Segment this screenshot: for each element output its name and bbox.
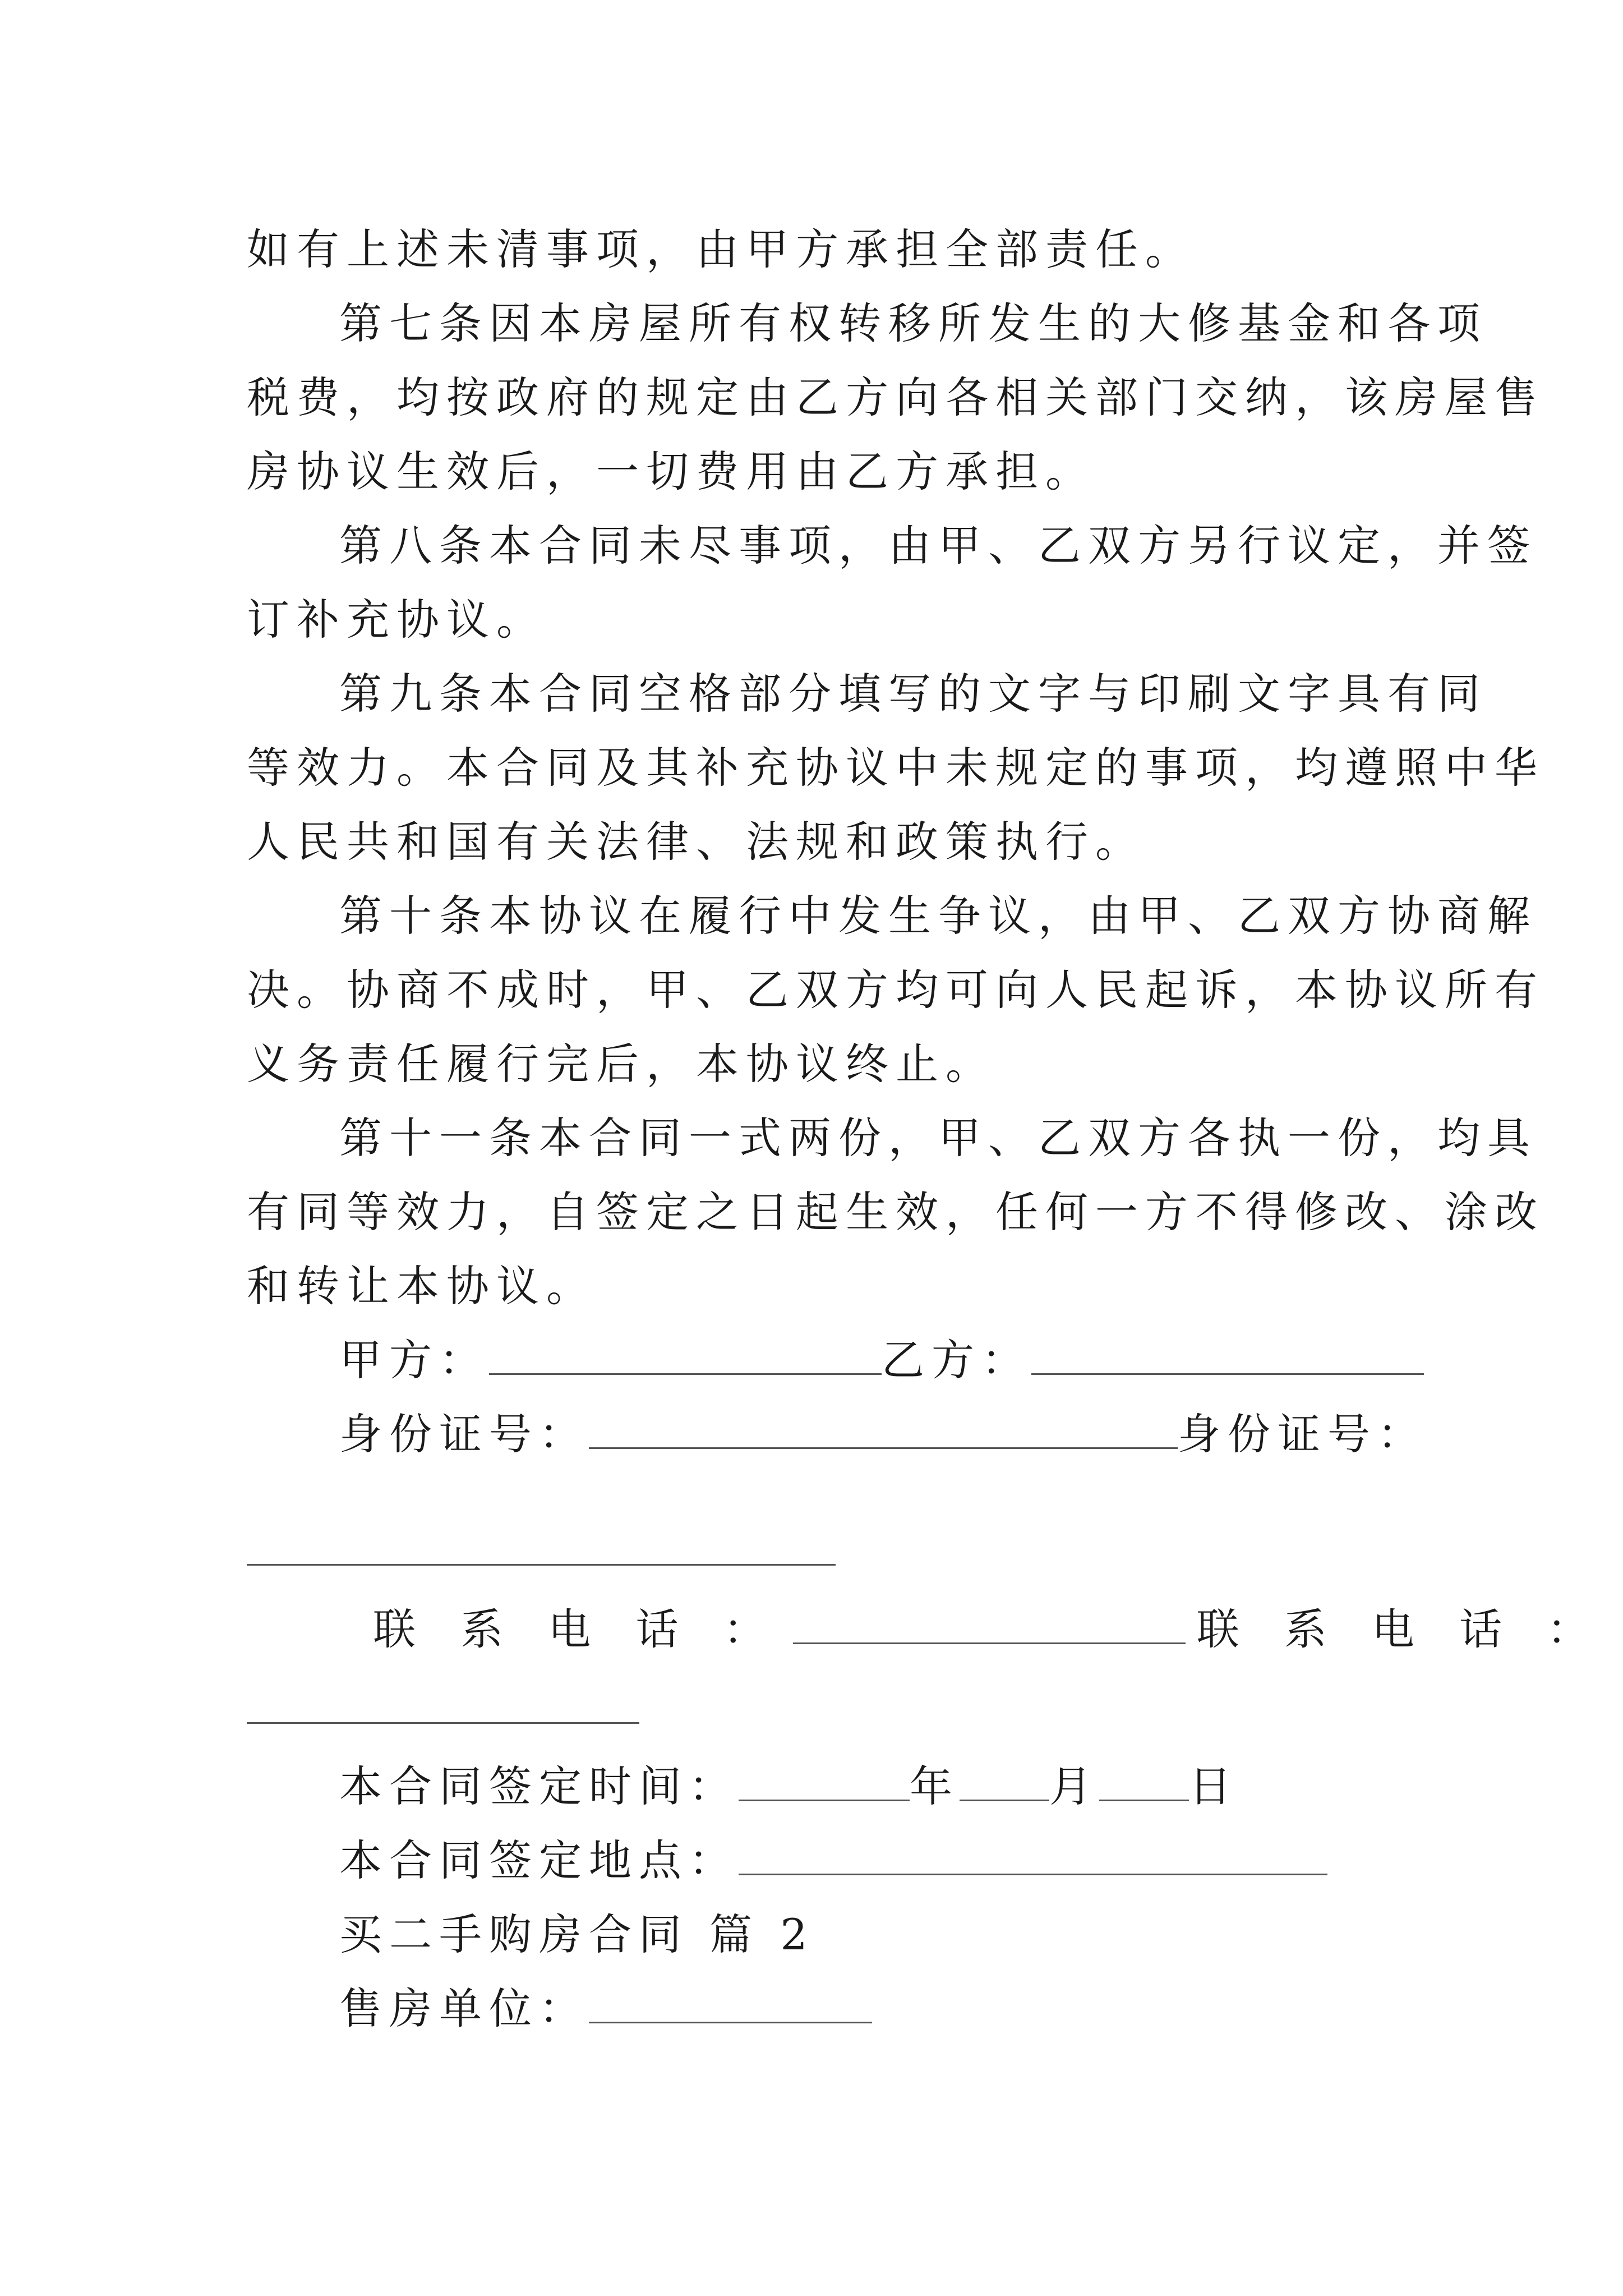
paragraph-line: 税费，均按政府的规定由乙方向各相关部门交纳，该房屋售 [247,372,1544,422]
phone-b-blank[interactable] [247,1722,639,1724]
paragraph-line: 和转让本协议。 [247,1261,596,1311]
paragraph-line: 第九条本合同空格部分填写的文字与印刷文字具有同 [339,669,1487,719]
seller-line [339,1984,1391,2034]
paragraph-line: 订补充协议。 [247,595,546,645]
phone-a-blank[interactable] [793,1609,1186,1644]
sign-time-line [339,1761,1391,1812]
paragraph-line: 义务责任履行完后，本协议终止。 [247,1039,995,1089]
sign-place-blank[interactable] [739,1840,1327,1875]
party-a-blank[interactable] [489,1340,882,1375]
id-label-a: 身份证号： [339,1409,589,1459]
id-b-blank[interactable] [247,1564,836,1566]
phone-label-a: 联 系 电 话 ： [373,1604,782,1654]
party-b-blank[interactable] [1031,1340,1424,1375]
sign-place-line [339,1835,1391,1886]
day-blank[interactable] [1099,1766,1189,1801]
sign-place-label: 本合同签定地点： [339,1835,739,1885]
paragraph-line: 决。协商不成时，甲、乙双方均可向人民起诉，本协议所有 [247,965,1544,1015]
party-b-label: 乙方： [882,1335,1031,1385]
seller-blank[interactable] [589,1988,872,2023]
id-label-b: 身份证号： [1178,1409,1427,1459]
phone-line [373,1604,1606,1655]
year-label: 年 [910,1761,960,1811]
month-label: 月 [1049,1761,1099,1811]
paragraph-line: 有同等效力，自签定之日起生效，任何一方不得修改、涂改 [247,1187,1544,1237]
phone-label-b: 联 系 电 话 ： [1196,1604,1606,1654]
paragraph-line: 人民共和国有关法律、法规和政策执行。 [247,817,1145,867]
id-a-blank[interactable] [589,1414,1178,1449]
paragraph-line: 如有上述未清事项，由甲方承担全部责任。 [247,224,1195,274]
paragraph-line: 第十一条本合同一式两份，甲、乙双方各执一份，均具 [339,1113,1537,1163]
sign-time-label: 本合同签定时间： [339,1761,739,1811]
paragraph-line: 第七条因本房屋所有权转移所发生的大修基金和各项 [339,298,1487,348]
seller-label: 售房单位： [339,1984,589,2033]
party-line [339,1335,1391,1386]
paragraph-line: 第八条本合同未尽事项，由甲、乙双方另行议定，并签 [339,521,1537,570]
year-blank[interactable] [739,1766,910,1801]
section-title: 买二手购房合同 篇 2 [339,1910,815,1959]
day-label: 日 [1189,1761,1239,1811]
id-line [339,1409,1427,1460]
month-blank[interactable] [960,1766,1049,1801]
paragraph-line: 第十条本协议在履行中发生争议，由甲、乙双方协商解 [339,891,1537,941]
paragraph-line: 等效力。本合同及其补充协议中未规定的事项，均遵照中华 [247,743,1544,793]
paragraph-line: 房协议生效后，一切费用由乙方承担。 [247,447,1095,496]
party-a-label: 甲方： [339,1335,489,1385]
